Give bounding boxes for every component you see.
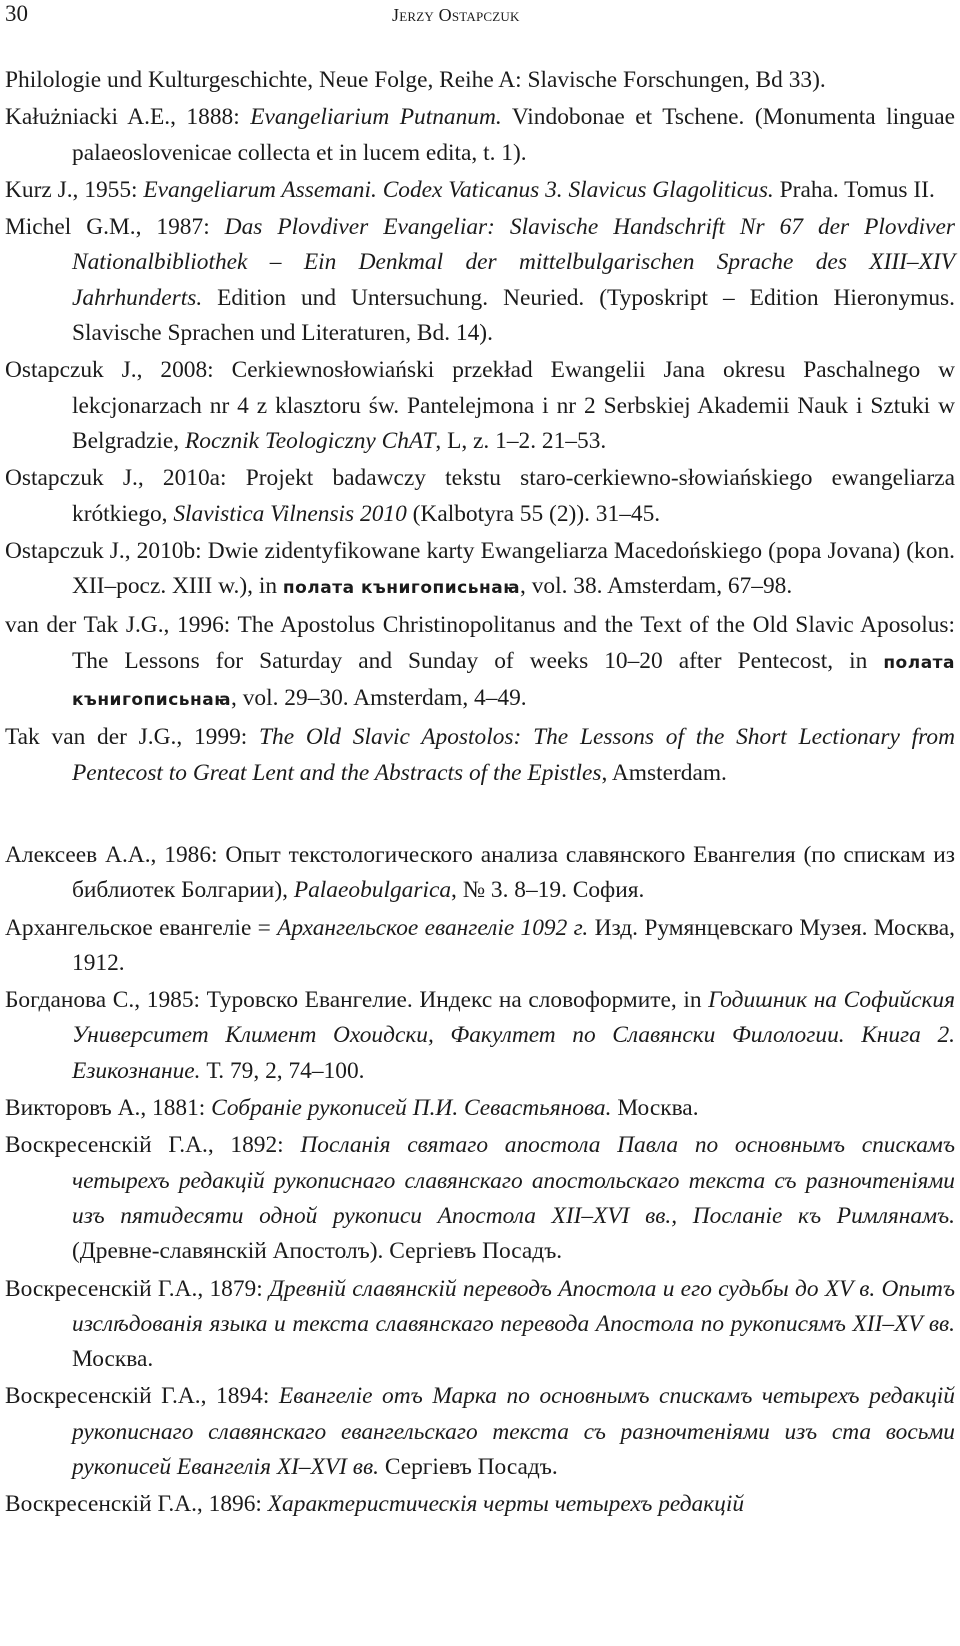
entry-text: Michel G.M., 1987: <box>5 214 225 241</box>
entry-text: (Древне-славянскій Апостолъ). Сергіевъ Посадъ. <box>72 1238 563 1265</box>
bibliography-entry <box>5 911 955 982</box>
entry-text: , vol. 29–30. Amsterdam, 4–49. <box>231 685 527 712</box>
entry-text: , № 3. 8–19. София. <box>451 877 645 904</box>
entry-text: Т. 79, 2, 74–100. <box>200 1057 365 1084</box>
entry-text: , L, z. 1–2. 21–53. <box>435 427 607 454</box>
bibliography-entry <box>5 173 955 208</box>
entry-title-italic: Slavistica Vilnensis 2010 <box>173 500 407 527</box>
entry-title-italic: Das Plovdiver Evangeliar: Slavische Handschrift Nr 67 der Plovdiver Nationalbibliothek – Ein Denkmal der mittelbulgarischen Sprache des XIII–XIV Jahrhunderts. <box>72 214 956 311</box>
entry-text: Ostapczuk J., 2010a: Projekt badawczy tekstu staro-cerkiewno-słowiańskiego ewangeliarza krótkiego, <box>5 465 955 527</box>
entry-text: , vol. 38. Amsterdam, 67–98. <box>520 573 793 600</box>
bibliography-entry <box>5 1091 955 1126</box>
entry-text: Kurz J., 1955: <box>5 176 144 203</box>
running-head: Jerzy Ostapczuk <box>392 5 520 25</box>
entry-text: Воскресенскій Г.А., 1879: <box>5 1275 270 1302</box>
bibliography-entry <box>5 983 955 1089</box>
entry-text: Москва. <box>611 1095 699 1122</box>
entry-text: Ostapczuk J., 2010b: Dwie zidentyfikowane karty Ewangeliarza Macedońskiego (popa Jovana) (kon. XII–pocz. XIII w.), in <box>5 537 955 600</box>
entry-text: Tak van der J.G., 1999: <box>5 724 260 751</box>
entry-text: (Kalbotyra 55 (2)). 31–45. <box>406 500 661 527</box>
entry-title-italic: Evangeliarum Assemani. Codex Vaticanus 3. Slavicus Glagoliticus. <box>143 176 774 203</box>
bibliography-entry <box>5 353 955 459</box>
entry-text: Алексеев А.А., 1986: Опыт текстологического анализа славянского Евангелия (по спискам из библиотек Болгарии), <box>5 841 955 904</box>
entry-title-italic: Характеристическія черты четырехъ редакцій <box>267 1491 745 1518</box>
entry-text: Москва. <box>72 1346 154 1373</box>
entry-text: Vindobonae et Tschene. (Monumenta linguae palaeoslovenicae collecta et in lucem edita, t. 1). <box>72 104 956 166</box>
entry-text: , Amsterdam. <box>601 759 727 786</box>
entry-text: Воскресенскій Г.А., 1896: <box>5 1491 268 1518</box>
entry-text: Ostapczuk J., 2008: Cerkiewnosłowiański przekład Ewangelii Jana okresu Paschalnego w lekcjonarzach nr 4 z klasztoru św. Pantelejmona i nr 2 Serbskiej Akademii Nauk i Sztuki w Belgradzie, <box>5 357 955 454</box>
bibliography-entry <box>5 461 955 532</box>
entry-title-italic: Evangeliarium Putnanum. <box>250 104 502 131</box>
bibliography-entry <box>5 100 955 171</box>
entry-text: Викторовъ А., 1881: <box>5 1095 212 1122</box>
bibliography-entry <box>5 720 955 791</box>
entry-title-italic: Архангельское евангеліе 1092 г. <box>277 914 589 941</box>
bibliography-entry <box>5 63 955 98</box>
entry-title-italic: Посланія святаго апостола Павла по основнымъ спискамъ четырехъ редакцій рукописнаго славянскаго апостольскаго текста съ разночтеніями изъ пятидесяти одной рукописи Апостола XII–XVI вв., Посланіе къ Римлянамъ. <box>72 1132 955 1229</box>
entry-title-italic: The Old Slavic Apostolos: The Lessons of the Short Lectionary from Pentecost to Great Lent and the Abstracts of the Epistles <box>72 724 955 786</box>
entry-text: Edition und Untersuchung. Neuried. (Typoskript – Edition Hieronymus. Slavische Sprachen und Literaturen, Bd. 14). <box>72 284 955 347</box>
entry-journal-slavonic: полата кънигописьнаꙗ <box>282 578 520 599</box>
entry-journal-slavonic: полата кънигописьнаꙗ <box>72 652 955 711</box>
page-number: 30 <box>5 1 28 26</box>
bibliography-entry <box>5 1128 955 1269</box>
entry-title-italic: Годишник на Софийския Университет Климент Охоидски, Факултет по Славянски Филологии. Книга 2. Езикознание. <box>72 987 955 1084</box>
bibliography-entry <box>5 1379 955 1485</box>
entry-title-italic: Rocznik Teologiczny ChAT <box>185 427 436 454</box>
entry-title-italic: Собраніе рукописей П.И. Севастьянова. <box>211 1095 612 1122</box>
bibliography-entry <box>5 608 955 718</box>
entry-text: Praha. Tomus II. <box>773 176 935 203</box>
bibliography-list <box>5 63 955 1525</box>
entry-text: Philologie und Kulturgeschichte, Neue Folge, Reihe A: Slavische Forschungen, Bd 33). <box>5 67 826 93</box>
entry-title-italic: Palaeobulgarica <box>293 877 452 904</box>
entry-title-italic: Древній славянскій переводъ Апостола и его судьбы до XV в. Опытъ изслѣдованія языка и текста славянскаго перевода Апостола по рукописямъ XII–XV вв. <box>72 1275 955 1337</box>
page-header <box>0 0 960 30</box>
entry-text: Богданова С., 1985: Туровско Евангелие. Индекс на словоформите, in <box>5 987 709 1014</box>
bibliography-entry <box>5 1487 955 1522</box>
bibliography-entry <box>5 210 955 351</box>
bibliography-entry <box>5 838 955 909</box>
bibliography-entry <box>5 534 955 607</box>
entry-text: Сергіевъ Посадъ. <box>378 1453 558 1480</box>
entry-text: Воскресенскій Г.А., 1892: <box>5 1132 301 1159</box>
entry-text: Изд. Румянцевскаго Музея. Москва, 1912. <box>72 914 956 976</box>
bibliography-entry <box>5 1272 955 1378</box>
entry-text: Kałużniacki A.E., 1888: <box>5 104 251 131</box>
entry-title-italic: Евангеліе отъ Марка по основнымъ спискамъ четырехъ редакцій рукописнаго славянскаго евангельскаго текста съ разночтеніями изъ ста восьми рукописей Евангелія XI–XVI вв. <box>72 1383 955 1480</box>
entry-text: van der Tak J.G., 1996: The Apostolus Christinopolitanus and the Text of the Old Slavic Aposolus: The Lessons for Saturday and Sunday of weeks 10–20 after Pentecost, in <box>5 612 955 674</box>
entry-text: Воскресенскій Г.А., 1894: <box>5 1383 279 1410</box>
entry-text: Архангельское евангеліе = <box>5 914 278 941</box>
